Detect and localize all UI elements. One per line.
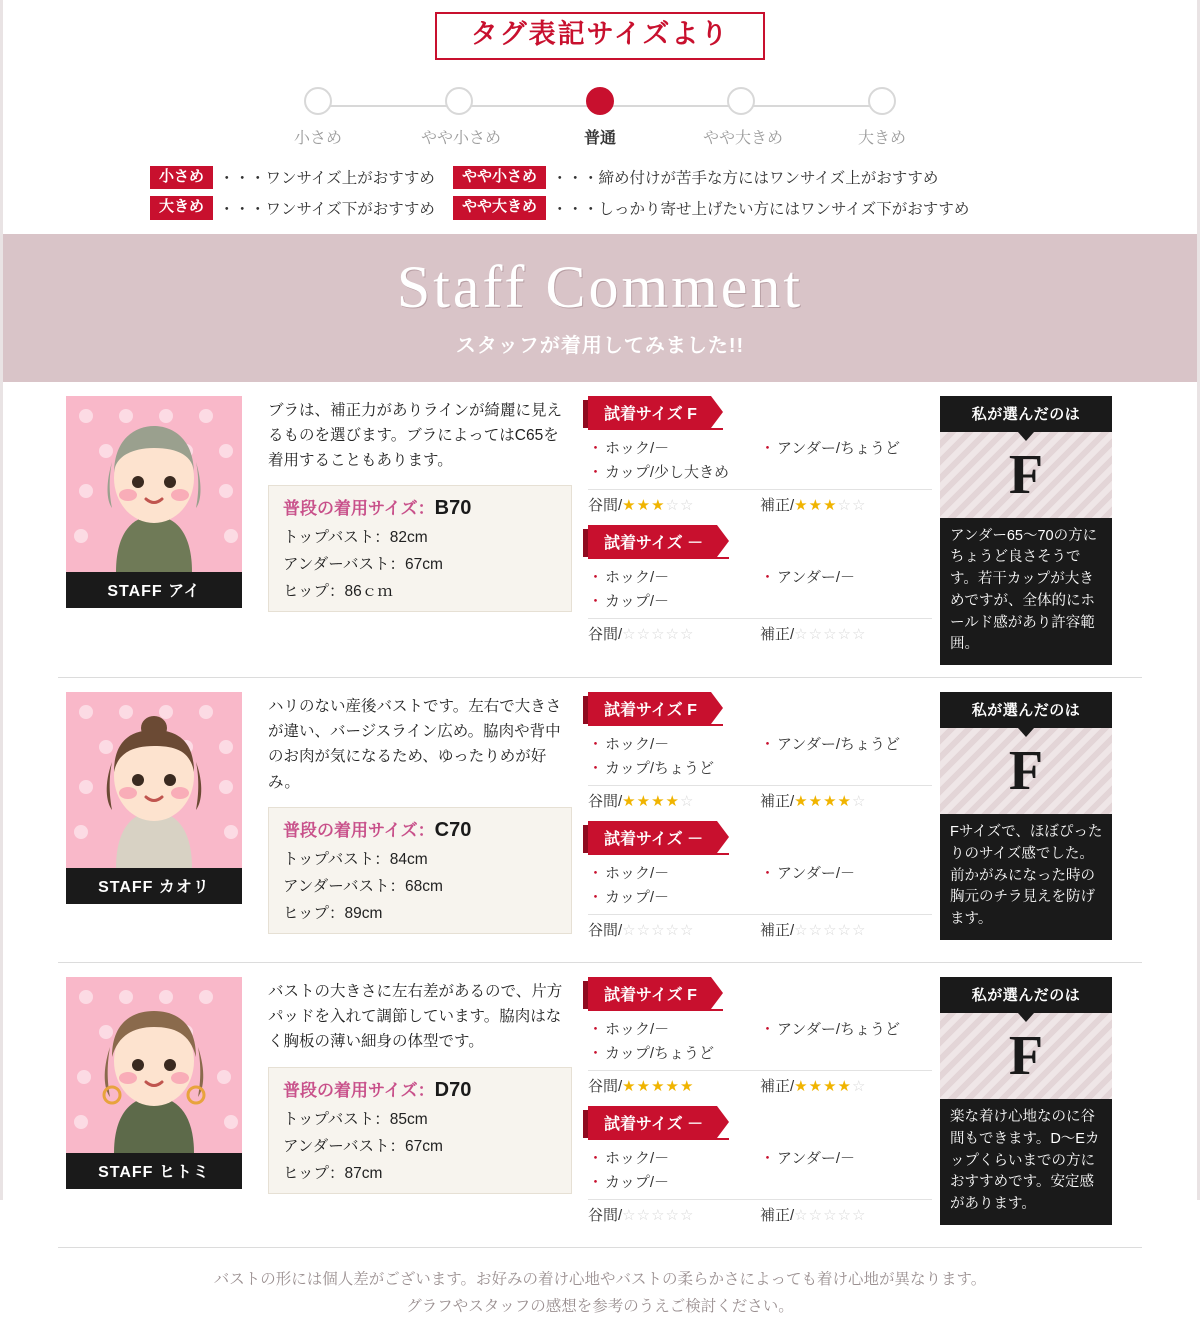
choice-note: アンダー65〜70の方にちょうど良さそうです。若干カップが大きめですが、全体的にホールド感があり許容範囲。 [940,518,1112,666]
scale-point-3 [703,82,784,148]
trial-ribbon-wrap [588,1106,932,1147]
trial-items [588,862,932,910]
avatar-illustration-icon [66,692,242,868]
scale-dot-icon [304,87,332,115]
usual-size-card [268,807,572,934]
trial-ribbon-label: 試着サイズ F [588,977,723,1011]
trial-item-text: カップ/少し大きめ [605,463,730,481]
trial-item [760,1147,932,1171]
measurement-line: ヒップ：89cm [283,904,383,922]
footer-line-2: グラフやスタッフの感想を参考のうえご検討ください。 [406,1298,794,1316]
trial-item [760,1018,932,1042]
scale-dot-icon [868,87,896,115]
rating-stars: ★★★★☆ [794,793,867,811]
trial-item-text: アンダー/ちょうど [777,1021,900,1039]
staff-comment-text: ハリのない産後バストです。左右で大きさが違い、バージスライン広め。脇肉や背中のお肉が気になるため、ゆったりめが好み。 [268,698,562,791]
choice-size: F [940,1013,1112,1099]
measurement-line: トップバスト：85cm [283,1110,428,1128]
bullet-icon: ・ [760,865,776,883]
rating-label: 谷間/ [588,1207,623,1225]
trial-ribbon-wrap [588,977,932,1018]
trial-item-text: ホック/－ [605,1150,670,1168]
rating-stars: ☆☆☆☆☆ [622,1207,695,1225]
trial-item-text: カップ/－ [605,1174,670,1192]
trial-ratings [588,914,932,940]
trial-ratings [588,489,932,515]
rating-label: 谷間/ [588,922,623,940]
trial-item [760,437,932,461]
scale-points [280,82,920,148]
trial-ribbon-label: 試着サイズ － [588,525,729,559]
trial-item-text: ホック/－ [605,736,670,754]
trial-item-text: ホック/－ [605,1021,670,1039]
trial-ratings [588,785,932,811]
staff-trial-column [584,692,932,950]
bullet-icon: ・ [588,592,604,610]
footer [0,1248,1200,1320]
rating-correction [760,919,932,940]
usual-size-label: 普段の着用サイズ： [283,820,435,840]
scale-label: 大きめ [857,129,906,147]
measurement-line: トップバスト：82cm [283,529,428,547]
staff-comment-column [254,396,584,666]
measurement-line: トップバスト：84cm [283,850,428,868]
rating-label: 補正/ [760,793,795,811]
trial-item-text: カップ/－ [605,592,670,610]
bullet-icon: ・ [588,760,604,778]
scale-label: やや小さめ [421,129,502,147]
bullet-icon: ・ [588,889,604,907]
bullet-icon: ・ [760,568,776,586]
trial-item [588,1042,932,1066]
legend-row [150,196,1050,220]
trial-item-text: アンダー/－ [777,568,855,586]
trial-items [588,566,932,614]
rating-label: 谷間/ [588,1078,623,1096]
trial-ribbon-label: 試着サイズ － [588,821,729,855]
trial-item [760,733,932,757]
trial-item [588,1147,760,1171]
trial-item-text: アンダー/ちょうど [777,736,900,754]
staff-list [0,382,1200,1249]
scale-point-1 [421,82,502,148]
scale-label: 小さめ [293,129,342,147]
trial-items [588,437,932,485]
header [0,0,1200,60]
staff-comment-column [254,977,584,1235]
trial-item [588,461,932,485]
scale-point-4 [844,82,920,148]
rating-cleavage [588,1075,760,1096]
bullet-icon: ・ [588,1021,604,1039]
legend-text: ・・・ワンサイズ下がおすすめ [219,200,435,218]
trial-ribbon-wrap [588,525,932,566]
legend-row [150,166,1050,190]
trial-item [588,590,932,614]
avatar [66,692,242,868]
staff-row [58,382,1142,679]
scale-dot-icon [727,87,755,115]
staff-choice-column [932,396,1112,666]
trial-ribbon-label: 試着サイズ － [588,1106,729,1140]
choice-label: 私が選んだのは [940,692,1112,728]
trial-ribbon-label: 試着サイズ F [588,692,723,726]
staff-name: STAFF ヒトミ [66,1153,242,1189]
staff-comment-text: バストの大きさに左右差があるので、片方パッドを入れて調節しています。脇肉はなく胸板の薄い細身の体型です。 [268,983,563,1051]
trial-block [588,1106,932,1225]
avatar [66,977,242,1153]
scale-dot-active-icon [586,87,614,115]
trial-item [588,733,760,757]
bullet-icon: ・ [760,439,776,457]
staff-comment-banner [0,234,1200,382]
rating-stars: ☆☆☆☆☆ [794,922,867,940]
avatar-illustration-icon [66,977,242,1153]
bullet-icon: ・ [588,865,604,883]
rating-correction [760,790,932,811]
rating-stars: ★★★☆☆ [622,496,695,514]
legend-tag: 大きめ [150,196,213,220]
trial-item-text: カップ/ちょうど [605,1045,715,1063]
footer-line-1: バストの形には個人差がございます。お好みの着け心地やバストの柔らかさによっても着け心地が異なります。 [213,1271,987,1289]
usual-size-value: C70 [434,818,472,841]
trial-item-text: カップ/－ [605,889,670,907]
rating-label: 補正/ [760,496,795,514]
measurement-line: ヒップ：86ｃｍ [283,583,393,601]
choice-note: Fサイズで、ほぼぴったりのサイズ感でした。前かがみになった時の胸元のチラ見えを防げます。 [940,814,1112,940]
rating-label: 補正/ [760,1207,795,1225]
legend-tag: やや大きめ [453,196,546,220]
rating-correction [760,494,932,515]
trial-item [760,566,932,590]
rating-label: 補正/ [760,922,795,940]
usual-size-card [268,485,572,612]
rating-stars: ☆☆☆☆☆ [794,625,867,643]
bullet-icon: ・ [588,568,604,586]
rating-stars: ★★★★☆ [622,793,695,811]
rating-stars: ★★★★☆ [794,1078,867,1096]
legend-text: ・・・締め付けが苦手な方にはワンサイズ上がおすすめ [551,170,939,188]
rating-correction [760,1075,932,1096]
rating-cleavage [588,790,760,811]
trial-ratings [588,618,932,644]
staff-choice-column [932,692,1112,950]
bullet-icon: ・ [588,1174,604,1192]
legend-tag: やや小さめ [453,166,546,190]
staff-trial-column [584,977,932,1235]
usual-size-heading [283,816,561,842]
usual-size-label: 普段の着用サイズ： [283,499,435,519]
rating-stars: ☆☆☆☆☆ [794,1207,867,1225]
staff-comment-text: ブラは、補正力がありラインが綺麗に見えるものを選びます。ブラによってはC65を着用することもあります。 [268,401,563,469]
avatar [66,396,242,572]
choice-label: 私が選んだのは [940,396,1112,432]
legend-text: ・・・しっかり寄せ上げたい方にはワンサイズ下がおすすめ [551,200,970,218]
rating-correction [760,623,932,644]
rating-cleavage [588,919,760,940]
bullet-icon: ・ [760,1150,776,1168]
staff-row [58,678,1142,963]
legend-text: ・・・ワンサイズ上がおすすめ [219,170,435,188]
rating-correction [760,1204,932,1225]
trial-ribbon-wrap [588,692,932,733]
rating-cleavage [588,494,760,515]
rating-label: 補正/ [760,1078,795,1096]
legend [0,166,1200,220]
trial-block [588,977,932,1096]
scale-point-0 [280,82,356,148]
trial-item [588,886,932,910]
trial-item [588,862,760,886]
scale-label: 普通 [583,129,616,147]
trial-ratings [588,1070,932,1096]
rating-label: 谷間/ [588,625,623,643]
staff-row [58,963,1142,1248]
rating-cleavage [588,1204,760,1225]
trial-item-text: ホック/－ [605,865,670,883]
trial-item [588,757,932,781]
trial-items [588,1147,932,1195]
bullet-icon: ・ [588,736,604,754]
staff-name: STAFF アイ [66,572,242,608]
trial-ribbon-label: 試着サイズ F [588,396,723,430]
trial-block [588,692,932,811]
usual-size-card [268,1067,572,1194]
avatar-illustration-icon [66,396,242,572]
rating-label: 補正/ [760,625,795,643]
staff-name: STAFF カオリ [66,868,242,904]
trial-ratings [588,1199,932,1225]
choice-size: F [940,728,1112,814]
staff-choice-column [932,977,1112,1235]
rating-stars: ★★★★★ [622,1078,695,1096]
measurement-line: アンダーバスト：68cm [283,877,443,895]
staff-trial-column [584,396,932,666]
left-border [0,0,3,1200]
measurement-line: アンダーバスト：67cm [283,1137,443,1155]
usual-size-label: 普段の着用サイズ： [283,1080,435,1100]
page-title: タグ表記サイズより [435,12,766,60]
trial-block [588,821,932,940]
trial-item-text: ホック/－ [605,439,670,457]
bullet-icon: ・ [588,463,604,481]
size-scale [0,82,1200,160]
staff-avatar-column [58,396,254,666]
trial-item [588,437,760,461]
rating-label: 谷間/ [588,793,623,811]
trial-item [588,1018,760,1042]
measurement-line: ヒップ：87cm [283,1164,383,1182]
rating-cleavage [588,623,760,644]
scale-label: やや大きめ [703,129,784,147]
usual-size-heading [283,494,561,520]
choice-label: 私が選んだのは [940,977,1112,1013]
rating-stars: ☆☆☆☆☆ [622,922,695,940]
rating-stars: ★★★☆☆ [794,496,867,514]
usual-size-value: B70 [434,497,472,520]
bullet-icon: ・ [588,1045,604,1063]
bullet-icon: ・ [588,1150,604,1168]
trial-item [588,566,760,590]
staff-avatar-column [58,692,254,950]
trial-ribbon-wrap [588,821,932,862]
trial-item-text: ホック/－ [605,568,670,586]
legend-tag: 小さめ [150,166,213,190]
choice-size: F [940,432,1112,518]
trial-items [588,1018,932,1066]
trial-item-text: カップ/ちょうど [605,760,715,778]
staff-avatar-column [58,977,254,1235]
bullet-icon: ・ [588,439,604,457]
scale-dot-icon [445,87,473,115]
staff-comment-subtitle: スタッフが着用してみました!! [455,335,745,358]
trial-item-text: アンダー/－ [777,1150,855,1168]
staff-comment-title: Staff Comment [396,254,804,321]
trial-ribbon-wrap [588,396,932,437]
trial-items [588,733,932,781]
measurement-line: アンダーバスト：67cm [283,556,443,574]
staff-comment-column [254,692,584,950]
rating-stars: ☆☆☆☆☆ [622,625,695,643]
bullet-icon: ・ [760,1021,776,1039]
trial-item [760,862,932,886]
trial-item-text: アンダー/ちょうど [777,439,900,457]
usual-size-heading [283,1076,561,1102]
trial-block [588,396,932,515]
bullet-icon: ・ [760,736,776,754]
trial-item [588,1171,932,1195]
usual-size-value: D70 [434,1078,472,1101]
trial-item-text: アンダー/－ [777,865,855,883]
rating-label: 谷間/ [588,496,623,514]
trial-block [588,525,932,644]
scale-point-2-active [562,82,638,148]
choice-note: 楽な着け心地なのに谷間もできます。D〜Eカップくらいまでの方におすすめです。安定感があります。 [940,1099,1112,1225]
